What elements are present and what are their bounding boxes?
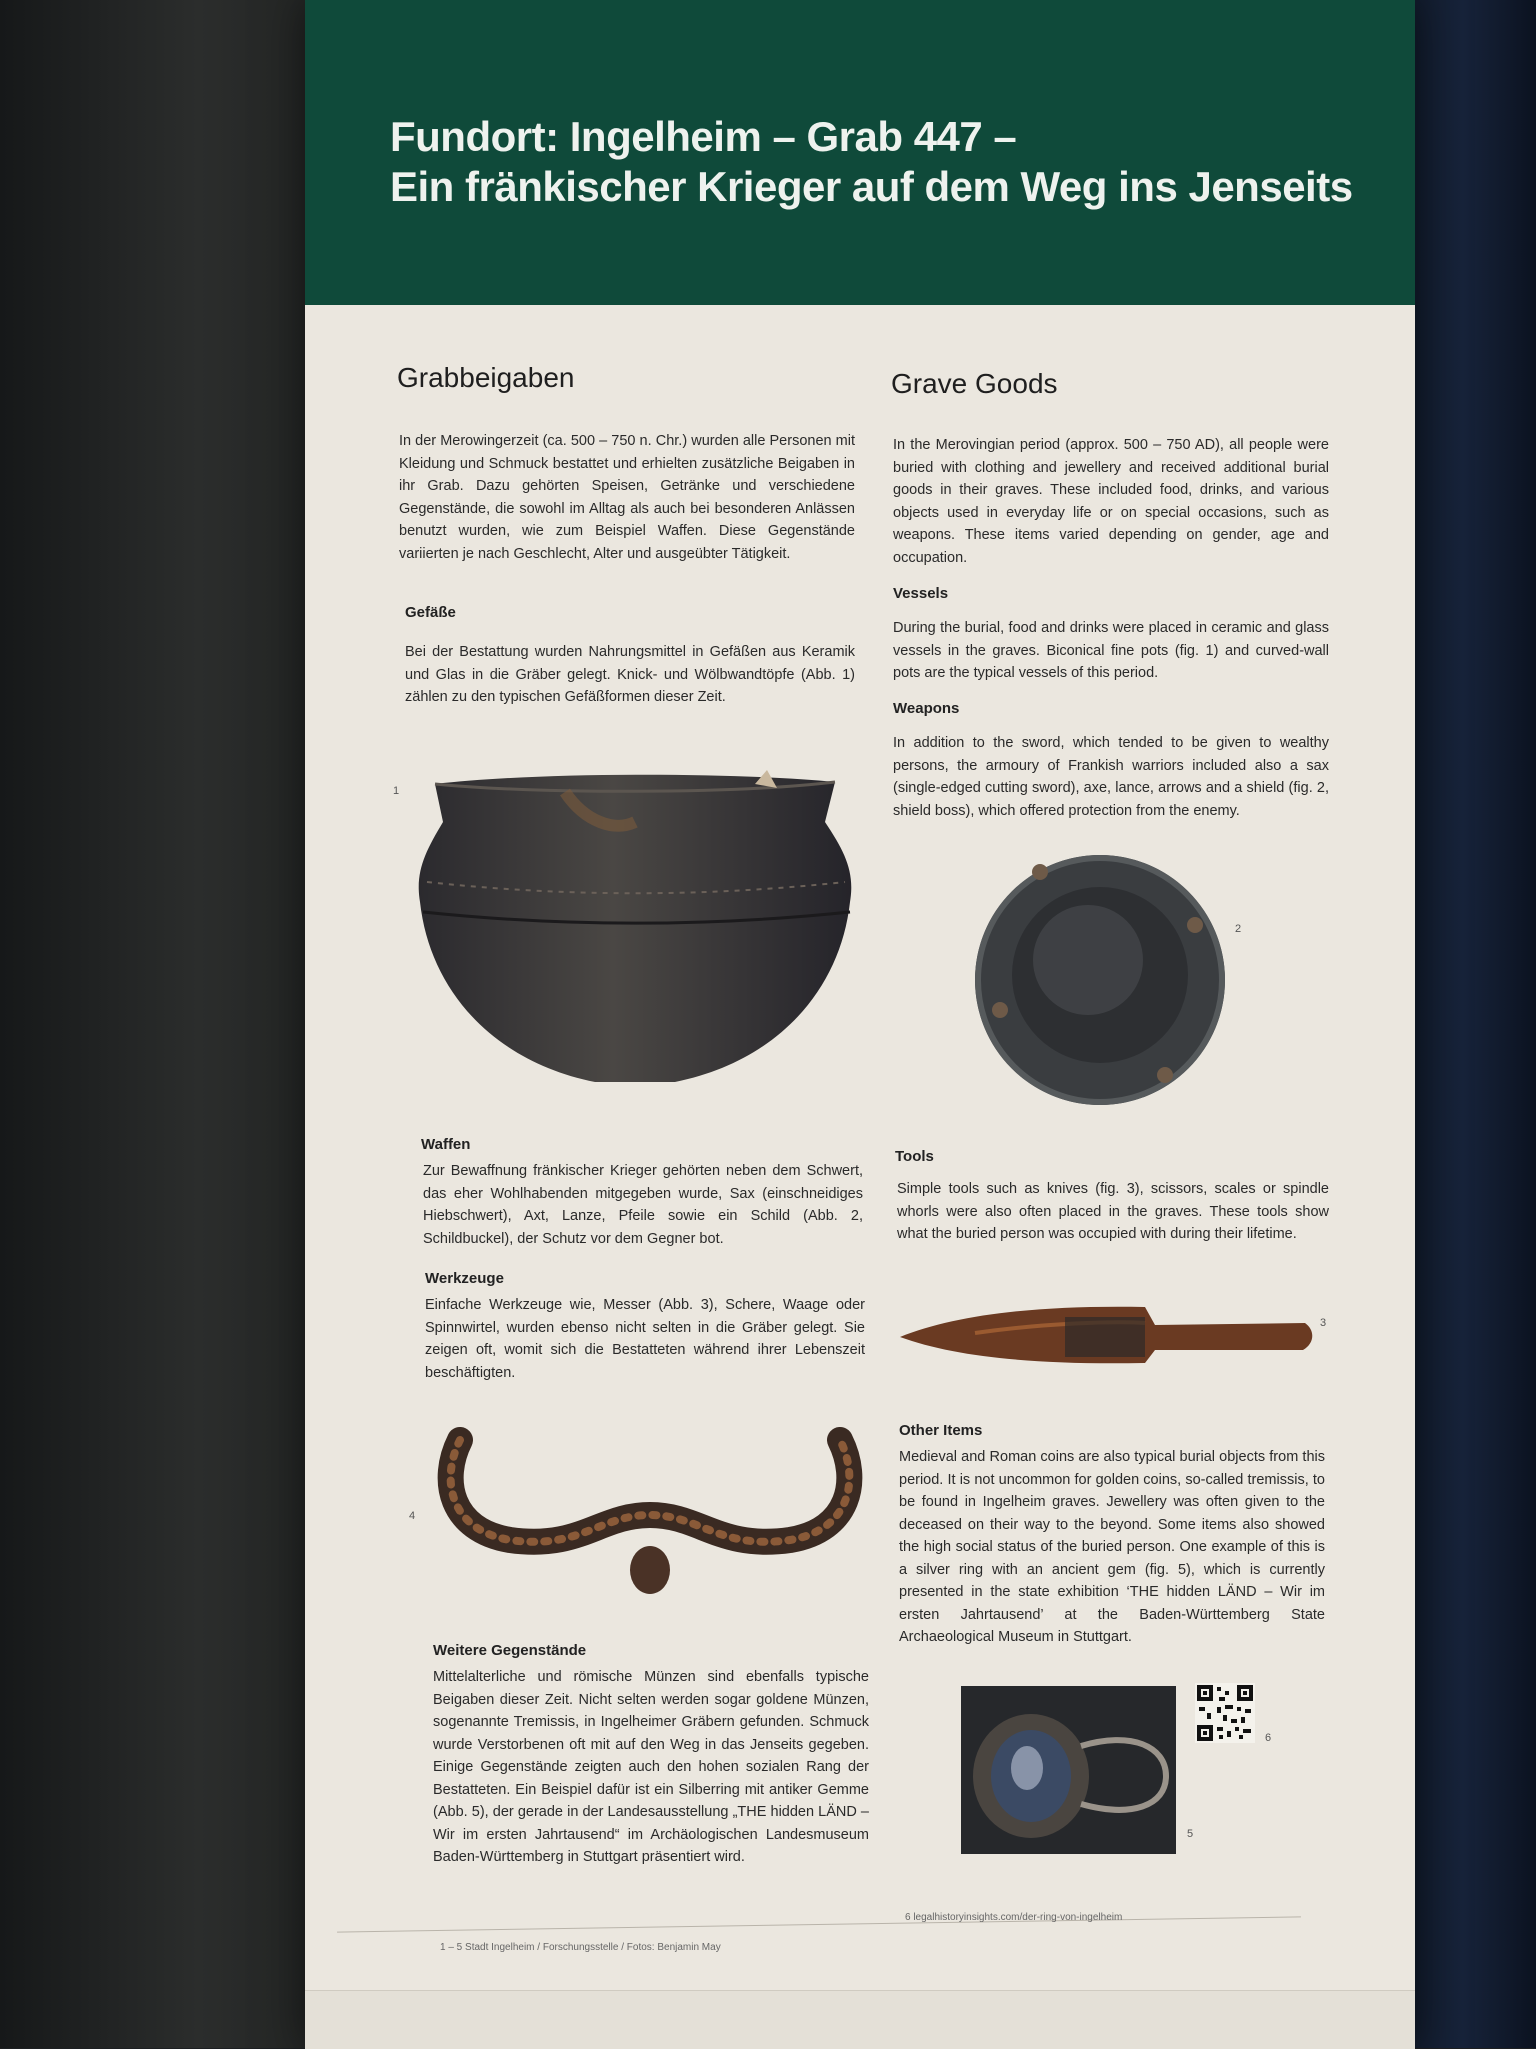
german-tools-heading: Werkzeuge xyxy=(425,1270,504,1287)
german-other-heading: Weitere Gegenstände xyxy=(433,1642,587,1659)
german-tools-text: Einfache Werkzeuge wie, Messer (Abb. 3), Schere, Waage oder Spinnwirtel, wurden ebenso nicht selten in die Gräber gelegt. Sie zeigen oft, womit sich die Bestatteten während ihrer Lebenszeit beschäftigten. xyxy=(425,1297,865,1381)
qr-link-credit[interactable]: 6 legalhistoryinsights.com/der-ring-von-ingelheim xyxy=(905,1912,1123,1923)
exhibition-panel xyxy=(305,0,1415,2048)
qr-code-image[interactable] xyxy=(1195,1683,1255,1743)
figure-1-number: 1 xyxy=(393,785,400,797)
figure-4-number: 4 xyxy=(409,1510,416,1522)
english-heading: Grave Goods xyxy=(891,368,1058,399)
panel-header xyxy=(305,0,1415,305)
panel-bottom-edge xyxy=(305,1990,1415,2049)
figure-3-number: 3 xyxy=(1320,1317,1327,1329)
german-weapons-heading: Waffen xyxy=(421,1136,471,1153)
english-tools-text: Simple tools such as knives (fig. 3), scissors, scales or spindle whorls were also often placed in the graves. These tools show what the buried person was occupied with during their lifetime. xyxy=(897,1181,1329,1242)
title-line-2: Ein fränkischer Krieger auf dem Weg ins Jenseits xyxy=(390,163,1353,210)
shield-boss-image xyxy=(970,850,1230,1110)
english-weapons-text: In addition to the sword, which tended to be given to wealthy persons, the armoury of Frankish warriors included also a sax (single-edged cutting sword), axe, lance, arrows and a shield (fig. 2, shield boss), which offered protection from the enemy. xyxy=(893,735,1329,819)
german-vessels-text: Bei der Bestattung wurden Nahrungsmittel in Gefäßen aus Keramik und Glas in die Gräber gelegt. Knick- und Wölbwandtöpfe (Abb. 1) zählen zu den typischen Gefäßformen dieser Zeit. xyxy=(405,644,855,705)
belt-fitting-image xyxy=(430,1420,870,1600)
english-other-text: Medieval and Roman coins are also typical burial objects from this period. It is not uncommon for golden coins, so-called tremissis, to be found in Ingelheim graves. Jewellery was often given to the deceased on their way to the beyond. Some items also showed the high social status of the buried person. One example of this is a silver ring with an ancient gem (fig. 5), which is currently presented in the state exhibition ‘THE hidden LÄND – Wir im ersten Jahrtausend’ at the Baden-Württemberg State Archaeological Museum in Stuttgart. xyxy=(899,1449,1325,1645)
photo-credit: 1 – 5 Stadt Ingelheim / Forschungsstelle / Fotos: Benjamin May xyxy=(440,1942,721,1953)
english-weapons-heading: Weapons xyxy=(893,700,960,717)
english-intro-text: In the Merovingian period (approx. 500 – 750 AD), all people were buried with clothing and jewellery and received additional burial goods in their graves. These included food, drinks, and various objects used in everyday life or on special occasions, such as weapons. These items varied depending on gender, age and occupation. xyxy=(893,437,1329,566)
figure-6-number: 6 xyxy=(1265,1732,1272,1744)
figure-2-number: 2 xyxy=(1235,923,1242,935)
german-other-text: Mittelalterliche und römische Münzen sind ebenfalls typische Beigaben dieser Zeit. Nicht selten werden sogar goldene Münzen, sogenannte Tremissis, in Ingelheimer Gräbern gefunden. Schmuck wurde Verstorbenen oft mit auf den Weg in das Jenseits gegeben. Einige Gegenstände zeigten auch den hohen sozialen Rang der Bestatteten. Ein Beispiel dafür ist ein Silberring mit antiker Gemme (Abb. 5), der gerade in der Landesausstellung „THE hidden LÄND – Wir im ersten Jahrtausend“ im Archäologischen Landesmuseum Baden-Württemberg in Stuttgart präsentiert wird. xyxy=(433,1669,869,1865)
ceramic-pot-image xyxy=(415,762,855,1092)
title-line-1: Fundort: Ingelheim – Grab 447 – xyxy=(390,113,1017,160)
silver-ring-photo xyxy=(961,1686,1176,1854)
footer-divider xyxy=(337,1916,1301,1932)
german-heading: Grabbeigaben xyxy=(397,362,575,393)
english-vessels-heading: Vessels xyxy=(893,585,949,602)
german-intro-text: In der Merowingerzeit (ca. 500 – 750 n. Chr.) wurden alle Personen mit Kleidung und Schmuck bestattet und erhielten zusätzliche Beigaben in ihr Grab. Dazu gehörten Speisen, Getränke und verschiedene Gegenstände, die sowohl im Alltag als auch bei besonderen Anlässen benutzt wurden, wie zum Beispiel Waffen. Diese Gegenstände variierten je nach Geschlecht, Alter und ausgeübter Tätigkeit. xyxy=(399,433,855,562)
knife-image xyxy=(895,1295,1315,1375)
german-vessels-heading: Gefäße xyxy=(405,604,456,621)
english-vessels-text: During the burial, food and drinks were placed in ceramic and glass vessels in the graves. Biconical fine pots (fig. 1) and curved-wall pots are the typical vessels of this period. xyxy=(893,620,1329,681)
english-other-heading: Other Items xyxy=(899,1422,983,1439)
english-tools-heading: Tools xyxy=(895,1148,934,1165)
german-weapons-text: Zur Bewaffnung fränkischer Krieger gehörten neben dem Schwert, das eher Wohlhabenden mitgegeben wurde, Sax (einschneidiges Hiebschwert), Axt, Lanze, Pfeile sowie ein Schild (Abb. 2, Schildbuckel), der Schutz vor dem Gegner bot. xyxy=(423,1163,863,1247)
panel-title xyxy=(390,112,1380,212)
figure-5-number: 5 xyxy=(1187,1828,1194,1840)
